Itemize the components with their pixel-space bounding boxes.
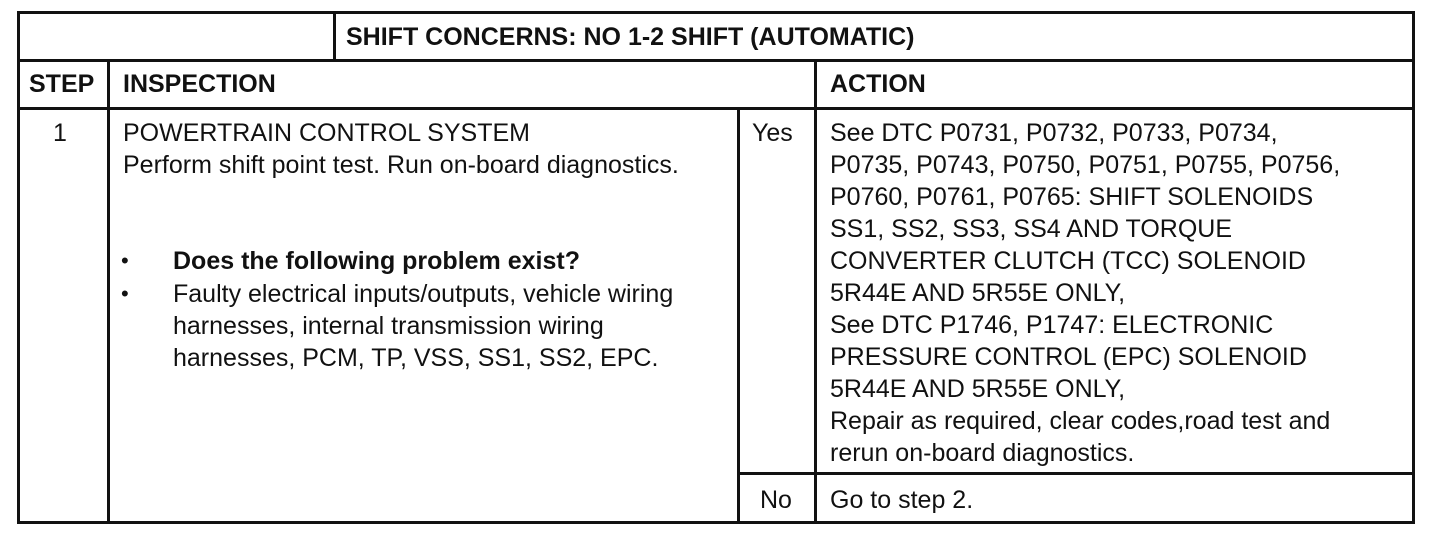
title-left-cell-divider: [333, 11, 336, 61]
inspection-header: INSPECTION: [123, 70, 276, 98]
no-action: Go to step 2.: [830, 486, 974, 514]
inspection-instruction: Perform shift point test. Run on-board diagnostics.: [123, 151, 679, 179]
yes-action-line: 5R44E AND 5R55E ONLY,: [830, 375, 1126, 403]
bullet-detail-line: harnesses, internal transmission wiring: [173, 312, 604, 340]
bullet-icon: •: [121, 281, 129, 306]
bullet-icon: •: [121, 248, 129, 273]
title-row-divider: [17, 59, 1415, 62]
yes-no-divider: [737, 472, 1415, 475]
step-number: 1: [53, 119, 67, 147]
yes-action-line: 5R44E AND 5R55E ONLY,: [830, 279, 1126, 307]
inspection-answer-divider: [737, 107, 740, 524]
header-row-divider: [17, 107, 1415, 110]
bullet-detail-line: harnesses, PCM, TP, VSS, SS1, SS2, EPC.: [173, 344, 659, 372]
yes-action-line: P0760, P0761, P0765: SHIFT SOLENOIDS: [830, 183, 1314, 211]
table-title: SHIFT CONCERNS: NO 1-2 SHIFT (AUTOMATIC): [346, 23, 915, 51]
yes-action-line: Repair as required, clear codes,road test and: [830, 407, 1331, 435]
yes-action-line: P0735, P0743, P0750, P0751, P0755, P0756,: [830, 151, 1341, 179]
yes-action-line: See DTC P1746, P1747: ELECTRONIC: [830, 311, 1274, 339]
bullet-question: Does the following problem exist?: [173, 247, 580, 275]
yes-action-line: See DTC P0731, P0732, P0733, P0734,: [830, 119, 1278, 147]
yes-action-line: rerun on-board diagnostics.: [830, 439, 1135, 467]
inspection-title: POWERTRAIN CONTROL SYSTEM: [123, 119, 530, 147]
yes-action-line: SS1, SS2, SS3, SS4 AND TORQUE: [830, 215, 1233, 243]
bullet-detail-line: Faulty electrical inputs/outputs, vehicle wiring: [173, 280, 674, 308]
yes-label: Yes: [752, 119, 793, 147]
step-column-divider: [107, 59, 110, 524]
action-header: ACTION: [830, 70, 926, 98]
yes-action-line: PRESSURE CONTROL (EPC) SOLENOID: [830, 343, 1307, 371]
yes-action-line: CONVERTER CLUTCH (TCC) SOLENOID: [830, 247, 1306, 275]
step-header: STEP: [29, 70, 95, 98]
answer-action-divider: [814, 59, 817, 524]
no-label: No: [760, 486, 792, 514]
